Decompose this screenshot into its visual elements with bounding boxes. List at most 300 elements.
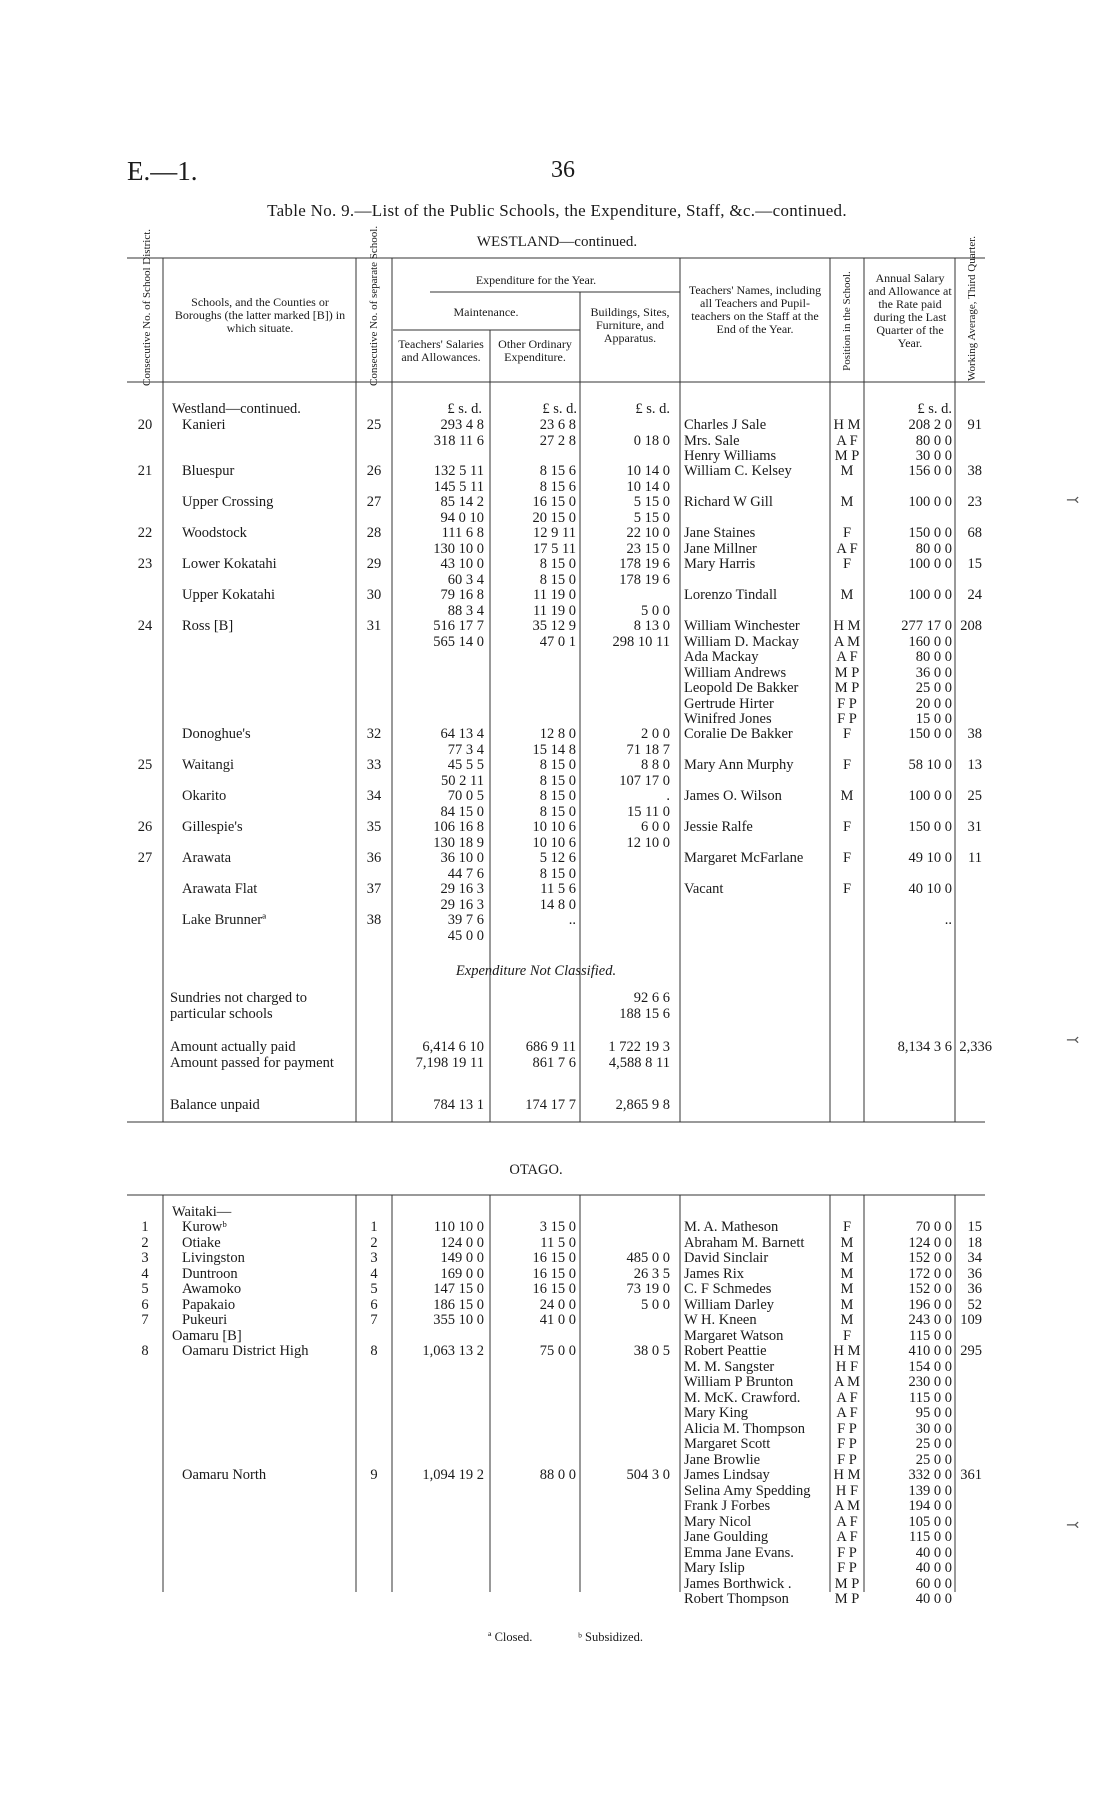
balance-label: Balance unpaid [170, 1097, 260, 1113]
position-code: M P [834, 680, 860, 696]
school-number: 25 [366, 417, 382, 433]
school-number: 6 [370, 1297, 378, 1313]
district-number: 1 [141, 1219, 149, 1235]
school-name: Kanieri [182, 417, 226, 433]
position-code: A F [836, 649, 858, 665]
salaries-value: 45 0 0 [447, 927, 484, 944]
salary-value: 154 0 0 [908, 1358, 952, 1375]
salaries-value: 186 15 0 [433, 1297, 484, 1313]
school-name: Lake Brunnerª [182, 912, 267, 928]
position-code: F [842, 881, 852, 897]
position-code: F [842, 1219, 852, 1235]
district-number: 5 [141, 1281, 149, 1297]
margin-tick-mark: ⤙ [1066, 1032, 1080, 1049]
salary-value: 80 0 0 [915, 649, 952, 665]
position-code: M P [834, 1575, 860, 1592]
salary-value: 40 0 0 [915, 1544, 952, 1561]
buildings-value: 504 3 0 [626, 1467, 670, 1483]
teacher-name: Jane Millner [684, 540, 757, 557]
teacher-name: Mary Ann Murphy [684, 757, 794, 773]
teacher-name: James Rix [684, 1266, 745, 1282]
school-name: Waitangi [182, 757, 234, 773]
working-average: 91 [967, 417, 982, 433]
district-number: 21 [137, 463, 153, 479]
salary-value: 30 0 0 [915, 1420, 952, 1437]
district-number: 3 [141, 1250, 149, 1266]
margin-tick-mark: ⤙ [1066, 1517, 1080, 1534]
position-code: M [840, 463, 854, 479]
working-average: 15 [967, 1219, 982, 1235]
teacher-name: David Sinclair [684, 1250, 769, 1266]
teacher-name: Gertrude Hirter [684, 695, 774, 712]
other-expenditure-value: 27 2 8 [539, 432, 576, 449]
school-number: 1 [370, 1219, 378, 1235]
other-expenditure-value: 8 15 0 [539, 757, 576, 773]
school-name: Awamoko [182, 1281, 242, 1297]
teacher-name: Mary Islip [684, 1560, 745, 1576]
school-name: Donoghue's [182, 726, 251, 742]
salary-value: 100 0 0 [908, 556, 952, 572]
working-average: 38 [967, 463, 982, 479]
school-number: 33 [366, 757, 382, 773]
school-name: Livingston [182, 1250, 245, 1266]
position-code: M [840, 1235, 854, 1251]
teacher-name: Ada Mackay [684, 649, 759, 665]
position-code: M [840, 1281, 854, 1297]
teacher-name: James Lindsay [684, 1467, 770, 1483]
salaries-value: 132 5 11 [433, 463, 484, 479]
school-number: 34 [366, 788, 382, 804]
school-name: Arawata [182, 850, 232, 866]
position-code: M [840, 1312, 854, 1328]
buildings-value: 8 13 0 [633, 618, 670, 634]
position-code: M [840, 494, 854, 510]
paid-average-total: 2,336 [959, 1039, 992, 1055]
working-average: 52 [967, 1297, 982, 1313]
buildings-value: 12 10 0 [626, 834, 670, 851]
other-expenditure-value: 14 8 0 [539, 896, 576, 913]
other-expenditure-value: 5 12 6 [539, 850, 576, 866]
position-code: M [840, 1266, 854, 1282]
school-number: 8 [370, 1343, 378, 1359]
buildings-value: 5 15 0 [633, 494, 670, 510]
buildings-value: 0 18 0 [633, 432, 670, 449]
salary-value: 60 0 0 [915, 1575, 952, 1592]
teacher-name: Jane Staines [684, 525, 756, 541]
working-average: 361 [960, 1467, 982, 1483]
paid-label: Amount actually paid [170, 1039, 296, 1055]
salary-value: 25 0 0 [915, 680, 952, 696]
buildings-value: 10 14 0 [626, 478, 670, 495]
header-average: Working Average, Third Quarter. [966, 235, 978, 381]
position-code: M P [834, 664, 860, 681]
buildings-value: 10 14 0 [626, 463, 670, 479]
header-position: Position in the School. [841, 271, 853, 371]
district-number: 7 [141, 1312, 149, 1328]
school-name: Gillespie's [182, 819, 243, 835]
teacher-name: Jessie Ralfe [684, 819, 753, 835]
teacher-name: Charles J Sale [684, 417, 767, 433]
header-school-no: Consecutive No. of separate School. [368, 225, 380, 386]
teacher-name: Winifred Jones [684, 711, 772, 727]
salary-value: 100 0 0 [908, 788, 952, 804]
paid-other: 686 9 11 [525, 1039, 576, 1055]
position-code: H M [833, 618, 861, 634]
buildings-value: 22 10 0 [626, 525, 670, 541]
salaries-value: 36 10 0 [440, 850, 484, 866]
other-expenditure-value: 11 19 0 [533, 602, 576, 619]
salary-value: 25 0 0 [915, 1436, 952, 1452]
other-expenditure-value: 11 5 0 [540, 1235, 576, 1251]
header-district-no: Consecutive No. of School District. [141, 228, 153, 386]
buildings-value: 5 15 0 [633, 509, 670, 526]
teacher-name: James O. Wilson [684, 788, 782, 804]
teacher-name: W H. Kneen [684, 1312, 757, 1328]
school-name: Oamaru North [182, 1467, 267, 1483]
teacher-name: William Winchester [684, 618, 800, 634]
balance-buildings: 2,865 9 8 [615, 1097, 670, 1113]
other-expenditure-value: 24 0 0 [539, 1297, 576, 1313]
position-code: F [842, 757, 852, 773]
teacher-name: Leopold De Bakker [684, 680, 799, 696]
salaries-value: 147 15 0 [433, 1281, 484, 1297]
teacher-name: Henry Williams [684, 448, 777, 464]
other-expenditure-value: 16 15 0 [532, 1250, 576, 1266]
position-code: M [840, 587, 854, 603]
school-number: 36 [366, 850, 382, 866]
district-number: 2 [141, 1235, 149, 1251]
salary-value: 332 0 0 [908, 1467, 952, 1483]
teacher-name: Alicia M. Thompson [684, 1420, 805, 1437]
other-expenditure-value: 16 15 0 [532, 494, 576, 510]
salary-value: 196 0 0 [908, 1297, 952, 1313]
school-name: Oamaru District High [182, 1343, 309, 1359]
school-number: 9 [370, 1467, 378, 1483]
borough-label: Oamaru [B] [172, 1328, 242, 1344]
salary-value: 58 10 0 [908, 757, 952, 773]
position-code: M [840, 1250, 854, 1266]
salaries-value: 50 2 11 [441, 772, 484, 789]
county-label: Westland—continued. [172, 401, 301, 417]
salary-value: 150 0 0 [908, 819, 952, 835]
salaries-value: 77 3 4 [447, 741, 484, 758]
salaries-value: 60 3 4 [447, 571, 484, 588]
salaries-value: 88 3 4 [447, 602, 484, 619]
salaries-value: 516 17 7 [433, 618, 484, 634]
salary-value: 36 0 0 [915, 664, 952, 681]
footnote-closed: ª Closed. [488, 1630, 533, 1644]
position-code: H F [835, 1482, 859, 1499]
school-number: 2 [370, 1235, 378, 1251]
teacher-name: Jane Goulding [684, 1529, 769, 1545]
passed-label: Amount passed for payment [170, 1055, 334, 1071]
teacher-name: Mary Harris [684, 556, 756, 572]
other-expenditure-value: 47 0 1 [539, 633, 576, 650]
school-number: 5 [370, 1281, 378, 1297]
teacher-name: William Andrews [684, 664, 787, 681]
salaries-value: 355 10 0 [433, 1312, 484, 1328]
teacher-name: Coralie De Bakker [684, 726, 793, 742]
other-expenditure-value: 10 10 6 [532, 834, 576, 851]
teacher-name: M. A. Matheson [684, 1219, 779, 1235]
sundries-buildings-value: 188 15 6 [619, 1005, 670, 1022]
salaries-value: 39 7 6 [447, 912, 484, 928]
position-code: F [842, 525, 852, 541]
passed-salaries: 7,198 19 11 [415, 1055, 484, 1071]
salary-value: 172 0 0 [908, 1266, 952, 1282]
school-name: Pukeuri [182, 1312, 228, 1328]
teacher-name: William C. Kelsey [684, 463, 792, 479]
sundries-label: Sundries not charged to particular schools [170, 990, 308, 1022]
margin-tick-mark: ⤙ [1066, 492, 1080, 509]
salary-value: 156 0 0 [908, 463, 952, 479]
school-name: Upper Crossing [182, 494, 274, 510]
other-expenditure-value: 88 0 0 [539, 1467, 576, 1483]
teacher-name: M. McK. Crawford. [684, 1389, 801, 1406]
position-code: F P [837, 1451, 857, 1468]
salary-value: 152 0 0 [908, 1281, 952, 1297]
salaries-value: 79 16 8 [440, 587, 484, 603]
salary-value: 230 0 0 [908, 1374, 952, 1390]
not-classified-heading: Expenditure Not Classified. [455, 963, 617, 979]
other-expenditure-value: 11 19 0 [533, 587, 576, 603]
teacher-name: William D. Mackay [684, 633, 799, 650]
salary-value: 80 0 0 [915, 540, 952, 557]
buildings-value: 107 17 0 [619, 772, 670, 789]
salary-value: 25 0 0 [915, 1451, 952, 1468]
district-number: 22 [137, 525, 153, 541]
salaries-value: 1,063 13 2 [422, 1343, 484, 1359]
other-expenditure-value: 16 15 0 [532, 1281, 576, 1297]
school-number: 28 [366, 525, 382, 541]
salaries-value: 29 16 3 [440, 881, 484, 897]
buildings-value: 38 0 5 [633, 1343, 670, 1359]
teacher-name: Emma Jane Evans. [684, 1544, 794, 1561]
table-title: Table No. 9.—List of the Public Schools, the Expenditure, Staff, &c.—continued. [267, 201, 847, 220]
salary-value: 15 0 0 [915, 711, 952, 727]
buildings-value: 6 0 0 [641, 819, 670, 835]
teacher-name: Richard W Gill [684, 494, 773, 510]
position-code: F [842, 556, 852, 572]
working-average: 36 [967, 1266, 982, 1282]
salary-value: 115 0 0 [909, 1389, 952, 1406]
working-average: 15 [967, 556, 982, 572]
teacher-name: Mary King [684, 1405, 749, 1421]
school-name: Woodstock [182, 525, 247, 541]
position-code: F P [837, 695, 857, 712]
working-average: 31 [967, 819, 982, 835]
working-average: 36 [967, 1281, 982, 1297]
other-expenditure-value: 8 15 6 [539, 478, 576, 495]
salary-value: 95 0 0 [915, 1405, 952, 1421]
sundries-buildings-value: 92 6 6 [633, 990, 670, 1006]
other-expenditure-value: 15 14 8 [532, 741, 576, 758]
position-code: H F [835, 1358, 859, 1375]
salary-value: 40 0 0 [915, 1591, 952, 1607]
position-code: F P [837, 711, 857, 727]
salary-value: 70 0 0 [915, 1219, 952, 1235]
salaries-value: 169 0 0 [440, 1266, 484, 1282]
salaries-value: 318 11 6 [433, 432, 484, 449]
buildings-value: 298 10 11 [612, 633, 670, 650]
salaries-value: 1,094 19 2 [422, 1467, 484, 1483]
header-expenditure: Expenditure for the Year. [475, 273, 597, 287]
salaries-value: 84 15 0 [440, 803, 484, 820]
other-expenditure-value: 8 15 0 [539, 803, 576, 820]
district-number: 27 [137, 850, 153, 866]
buildings-value: 73 19 0 [626, 1281, 670, 1297]
school-number: 29 [366, 556, 382, 572]
page-number: 36 [551, 157, 575, 183]
teacher-name: Margaret Scott [684, 1436, 771, 1452]
salary-value: 152 0 0 [908, 1250, 952, 1266]
header-salaries: Teachers' Salaries and Allowances. [398, 337, 484, 364]
school-name: Papakaio [182, 1297, 236, 1313]
position-code: M [840, 1297, 854, 1313]
teacher-name: James Borthwick . [684, 1575, 792, 1592]
school-name: Kurowᵇ [182, 1219, 227, 1235]
school-number: 3 [370, 1250, 378, 1266]
salary-value: .. [944, 912, 952, 928]
working-average: 24 [967, 587, 982, 603]
other-expenditure-value: 8 15 0 [539, 556, 576, 572]
salary-value: 100 0 0 [908, 587, 952, 603]
position-code: A F [836, 1389, 858, 1406]
working-average: 25 [967, 788, 982, 804]
currency-units: £ s. d. [635, 401, 670, 417]
salaries-value: 43 10 0 [440, 556, 484, 572]
currency-units: £ s. d. [542, 401, 577, 417]
salary-value: 277 17 0 [901, 618, 952, 634]
working-average: 295 [960, 1343, 982, 1359]
teacher-name: Margaret McFarlane [684, 850, 804, 866]
other-expenditure-value: .. [568, 912, 576, 928]
salaries-value: 145 5 11 [433, 478, 484, 495]
district-number: 24 [137, 618, 153, 634]
salary-value: 139 0 0 [908, 1482, 952, 1499]
position-code: F [842, 850, 852, 866]
working-average: 34 [967, 1250, 982, 1266]
salary-value: 124 0 0 [908, 1235, 952, 1251]
teacher-name: Mary Nicol [684, 1513, 752, 1530]
other-expenditure-value: 12 9 11 [533, 525, 576, 541]
position-code: A F [836, 1405, 858, 1421]
position-code: M P [834, 1591, 860, 1607]
county-label: Waitaki— [172, 1204, 232, 1220]
salary-value: 30 0 0 [915, 448, 952, 464]
balance-other: 174 17 7 [525, 1097, 576, 1113]
region-heading: OTAGO. [509, 1162, 563, 1178]
position-code: H M [833, 1343, 861, 1359]
position-code: F [842, 726, 852, 742]
school-name: Lower Kokatahi [182, 556, 277, 572]
teacher-name: M. M. Sangster [684, 1358, 775, 1375]
teacher-name: Robert Peattie [684, 1343, 767, 1359]
salary-value: 20 0 0 [915, 695, 952, 712]
teacher-name: Vacant [684, 881, 724, 897]
school-name: Okarito [182, 788, 227, 804]
position-code: A F [836, 1529, 858, 1545]
salaries-value: 130 18 9 [433, 834, 484, 851]
school-number: 30 [366, 587, 382, 603]
position-code: H M [833, 1467, 861, 1483]
school-name: Ross [B] [182, 618, 234, 634]
buildings-value: 178 19 6 [619, 556, 670, 572]
teacher-name: Abraham M. Barnett [684, 1235, 805, 1251]
salaries-value: 70 0 5 [447, 788, 484, 804]
salary-value: 115 0 0 [909, 1529, 952, 1545]
salaries-value: 149 0 0 [440, 1250, 484, 1266]
salary-value: 40 10 0 [908, 881, 952, 897]
paid-salary-total: 8,134 3 6 [897, 1039, 952, 1055]
teacher-name: Lorenzo Tindall [684, 587, 778, 603]
buildings-value: 2 0 0 [641, 726, 670, 742]
salary-value: 208 2 0 [908, 417, 952, 433]
other-expenditure-value: 41 0 0 [539, 1312, 576, 1328]
header-salary: Annual Salary and Allowance at the Rate paid during the Last Quarter of the Year. [868, 271, 952, 350]
position-code: A F [836, 540, 858, 557]
footnote-subsidized: ᵇ Subsidized. [578, 1630, 643, 1644]
buildings-value: 15 11 0 [627, 803, 670, 820]
school-number: 26 [366, 463, 382, 479]
other-expenditure-value: 23 6 8 [539, 417, 576, 433]
working-average: 23 [967, 494, 982, 510]
salaries-value: 45 5 5 [447, 757, 484, 773]
header-maintenance: Maintenance. [453, 305, 519, 319]
school-number: 31 [366, 618, 382, 634]
other-expenditure-value: 8 15 6 [539, 463, 576, 479]
salary-value: 80 0 0 [915, 432, 952, 449]
salaries-value: 293 4 8 [440, 417, 484, 433]
salary-value: 194 0 0 [908, 1498, 952, 1514]
currency-units: £ s. d. [447, 401, 482, 417]
teacher-name: Mrs. Sale [684, 432, 740, 449]
salaries-value: 124 0 0 [440, 1235, 484, 1251]
position-code: H M [833, 417, 861, 433]
teacher-name: Robert Thompson [684, 1591, 789, 1607]
header-buildings: Buildings, Sites, Furniture, and Apparatus. [590, 305, 670, 345]
salary-value: 410 0 0 [908, 1343, 952, 1359]
position-code: F P [837, 1420, 857, 1437]
buildings-value: . [666, 788, 670, 804]
school-number: 27 [366, 494, 382, 510]
position-code: F P [837, 1436, 857, 1452]
position-code: F P [837, 1560, 857, 1576]
position-code: A F [836, 432, 858, 449]
buildings-value: 71 18 7 [626, 741, 670, 758]
salary-value: 115 0 0 [909, 1327, 952, 1344]
other-expenditure-value: 8 15 0 [539, 865, 576, 882]
teacher-name: Margaret Watson [684, 1327, 784, 1344]
district-number: 25 [137, 757, 153, 773]
page-reference: E.—1. [127, 156, 198, 186]
balance-salaries: 784 13 1 [433, 1097, 484, 1113]
other-expenditure-value: 8 15 0 [539, 571, 576, 588]
school-name: Bluespur [182, 463, 235, 479]
salary-value: 40 0 0 [915, 1560, 952, 1576]
school-name: Upper Kokatahi [182, 587, 276, 603]
buildings-value: 8 8 0 [641, 757, 670, 773]
salaries-value: 44 7 6 [447, 865, 484, 882]
buildings-value: 23 15 0 [626, 540, 670, 557]
teacher-name: Jane Browlie [684, 1451, 761, 1468]
header-other: Other Ordinary Expenditure. [498, 337, 572, 364]
header-teachers: Teachers' Names, including all Teachers and Pupil-teachers on the Staff at the End of the Year. [688, 283, 822, 336]
district-number: 6 [141, 1297, 149, 1313]
school-number: 37 [366, 881, 382, 897]
paid-salaries: 6,414 6 10 [422, 1039, 484, 1055]
section-subtitle: WESTLAND—continued. [476, 234, 638, 250]
